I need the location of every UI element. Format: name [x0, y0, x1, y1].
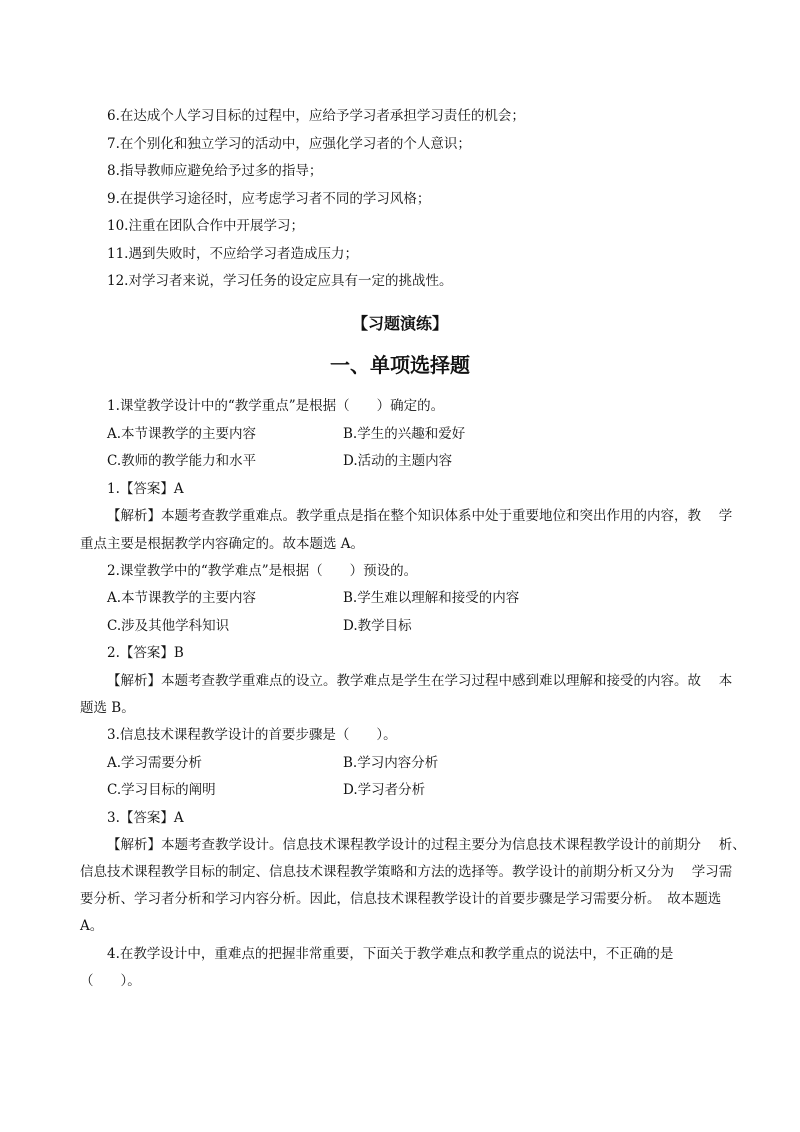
option-d: D.教学目标: [343, 618, 412, 634]
principle-item: 7.在个别化和独立学习的活动中，应强化学习者的个人意识；: [107, 136, 471, 152]
option-d: D.学习者分析: [343, 782, 426, 798]
analysis-line: 要分析、学习者分析和学习内容分析。因此，信息技术课程教学设计的首要步骤是学习需要分析。 故本题选: [80, 891, 722, 907]
principle-item: 8.指导教师应避免给予过多的指导；: [107, 163, 323, 179]
answer-line: 2.【答案】B: [107, 645, 184, 661]
analysis-line: 题选 B。: [80, 700, 135, 716]
question-stem-continued: （ ）。: [80, 973, 141, 989]
answer-line: 1.【答案】A: [107, 481, 184, 497]
principle-item: 6.在达成个人学习目标的过程中，应给予学习者承担学习责任的机会；: [107, 108, 525, 124]
option-d: D.活动的主题内容: [343, 453, 453, 469]
option-a: A.本节课教学的主要内容: [107, 590, 257, 606]
option-a: A.学习需要分析: [107, 755, 203, 771]
principle-item: 9.在提供学习途径时，应考虑学习者不同的学习风格；: [107, 191, 431, 207]
question-stem: 2.课堂教学中的“教学难点”是根据（ ）预设的。: [107, 563, 418, 579]
option-c: C.涉及其他学科知识: [107, 618, 230, 634]
option-c: C.学习目标的阐明: [107, 782, 216, 798]
principle-item: 10.注重在团队合作中开展学习；: [107, 218, 304, 234]
analysis-line: 【解析】本题考查教学重难点。教学重点是指在整个知识体系中处于重要地位和突出作用的内容，教 学: [107, 508, 733, 524]
question-stem: 3.信息技术课程教学设计的首要步骤是（ ）。: [107, 727, 397, 743]
answer-line: 3.【答案】A: [107, 810, 184, 826]
option-b: B.学习内容分析: [343, 755, 439, 771]
option-a: A.本节课教学的主要内容: [107, 426, 257, 442]
question-stem: 4.在教学设计中，重难点的把握非常重要，下面关于教学难点和教学重点的说法中，不正确的是: [107, 946, 674, 962]
option-row: [107, 424, 727, 444]
option-row: [107, 588, 727, 608]
option-row: [107, 780, 727, 800]
principle-item: 12.对学习者来说，学习任务的设定应具有一定的挑战性。: [107, 273, 453, 289]
analysis-line: 【解析】本题考查教学重难点的设立。教学难点是学生在学习过程中感到难以理解和接受的内容。故 本: [107, 673, 733, 689]
analysis-line: A。: [80, 918, 104, 934]
option-c: C.教师的教学能力和水平: [107, 453, 257, 469]
analysis-line: 信息技术课程教学目标的制定、信息技术课程教学策略和方法的选择等。教学设计的前期分析又分为 学习需: [80, 864, 733, 880]
section-label: 【习题演练】: [351, 314, 448, 333]
analysis-line: 【解析】本题考查教学设计。信息技术课程教学设计的过程主要分为信息技术课程教学设计的前期分 析、: [107, 837, 746, 853]
principle-item: 11.遇到失败时，不应给学习者造成压力；: [107, 246, 358, 262]
section-heading: 一、单项选择题: [330, 353, 470, 377]
option-row: [107, 451, 727, 471]
option-row: [107, 753, 727, 773]
option-row: [107, 616, 727, 636]
question-stem: 1.课堂教学设计中的“教学重点”是根据（ ）确定的。: [107, 398, 445, 414]
analysis-line: 重点主要是根据教学内容确定的。故本题选 A。: [80, 536, 365, 552]
option-b: B.学生难以理解和接受的内容: [343, 590, 520, 606]
option-b: B.学生的兴趣和爱好: [343, 426, 466, 442]
